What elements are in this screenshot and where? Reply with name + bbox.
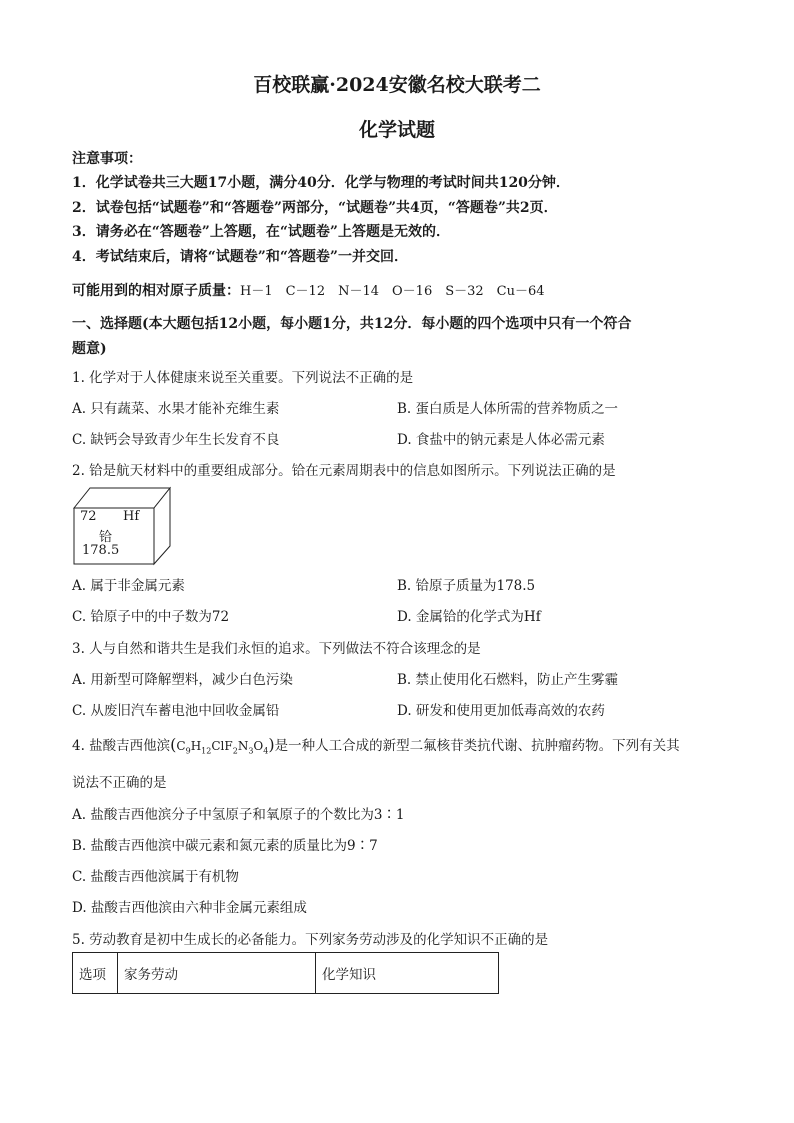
- option-b[interactable]: B. 蛋白质是人体所需的营养物质之一: [397, 401, 619, 417]
- notes-heading: 注意事项：: [72, 151, 142, 167]
- page-title: 百校联赢·2024安徽名校大联考二: [253, 74, 541, 96]
- chemical-formula: $(C_9H_{12}ClF_2N_3O_4)$: [170, 735, 275, 756]
- section-heading-cont: 题意): [72, 341, 107, 357]
- question-stem-cont: 说法不正确的是: [72, 775, 167, 791]
- note-item: 2．试卷包括“试题卷”和“答题卷”两部分，“试题卷”共4页，“答题卷”共2页．: [72, 200, 558, 216]
- option-a[interactable]: A. 盐酸吉西他滨分子中氢原子和氧原子的个数比为3∶1: [72, 807, 405, 823]
- atomic-masses-label: 可能用到的相对原子质量：: [72, 283, 240, 299]
- question-stem: 2. 铪是航天材料中的重要组成部分。铪在元素周期表中的信息如图所示。下列说法正确的是: [72, 463, 616, 479]
- note-item: 4．考试结束后，请将“试题卷”和“答题卷”一并交回．: [72, 249, 408, 265]
- atomic-masses-values: H－1 C－12 N－14 O－16 S－32 Cu－64: [240, 284, 545, 299]
- option-d[interactable]: D. 研发和使用更加低毒高效的农药: [397, 703, 605, 719]
- option-c[interactable]: C. 盐酸吉西他滨属于有机物: [72, 869, 239, 885]
- table-header-cell: 选项: [73, 953, 118, 994]
- section-heading: 一、选择题(本大题包括12小题，每小题1分，共12分．每小题的四个选项中只有一个符合: [72, 316, 632, 332]
- table-header-cell: 家务劳动: [118, 953, 316, 994]
- option-c[interactable]: C. 缺钙会导致青少年生长发育不良: [72, 432, 280, 448]
- option-b[interactable]: B. 禁止使用化石燃料，防止产生雾霾: [397, 672, 619, 688]
- option-c[interactable]: C. 从废旧汽车蓄电池中回收金属铅: [72, 703, 280, 719]
- option-b[interactable]: B. 铪原子质量为178.5: [397, 578, 536, 594]
- table-header-cell: 化学知识: [316, 953, 499, 994]
- option-c[interactable]: C. 铪原子中的中子数为72: [72, 609, 230, 625]
- element-number: 72: [80, 509, 97, 524]
- answer-table: [72, 952, 499, 994]
- element-name: 铪: [99, 530, 113, 545]
- option-b[interactable]: B. 盐酸吉西他滨中碳元素和氮元素的质量比为9∶7: [72, 838, 378, 854]
- option-a[interactable]: A. 只有蔬菜、水果才能补充维生素: [72, 401, 280, 417]
- atomic-masses: [72, 280, 545, 300]
- question-stem: 1. 化学对于人体健康来说至关重要。下列说法不正确的是: [72, 370, 414, 386]
- option-d[interactable]: D. 盐酸吉西他滨由六种非金属元素组成: [72, 900, 307, 916]
- option-d[interactable]: D. 金属铪的化学式为Hf: [397, 609, 541, 625]
- question-stem: 5. 劳动教育是初中生成长的必备能力。下列家务劳动涉及的化学知识不正确的是: [72, 932, 549, 948]
- element-mass: 178.5: [82, 543, 120, 558]
- option-a[interactable]: A. 用新型可降解塑料，减少白色污染: [72, 672, 293, 688]
- note-item: 3．请务必在“答题卷”上答题，在“试题卷”上答题是无效的．: [72, 224, 450, 240]
- subject-title: 化学试题: [358, 119, 435, 141]
- table-header-row: [73, 953, 499, 994]
- question-stem: 4. 盐酸吉西他滨$(C_9H_{12}ClF_2N_3O_4)$是一种人工合成的新型二氟核苷类抗代谢、抗肿瘤药物。下列有关其: [72, 735, 680, 756]
- note-item: 1．化学试卷共三大题17小题，满分40分．化学与物理的考试时间共120分钟．: [72, 175, 570, 191]
- option-d[interactable]: D. 食盐中的钠元素是人体必需元素: [397, 432, 605, 448]
- option-a[interactable]: A. 属于非金属元素: [72, 578, 185, 594]
- question-stem: 3. 人与自然和谐共生是我们永恒的追求。下列做法不符合该理念的是: [72, 641, 481, 657]
- element-symbol: Hf: [123, 509, 140, 524]
